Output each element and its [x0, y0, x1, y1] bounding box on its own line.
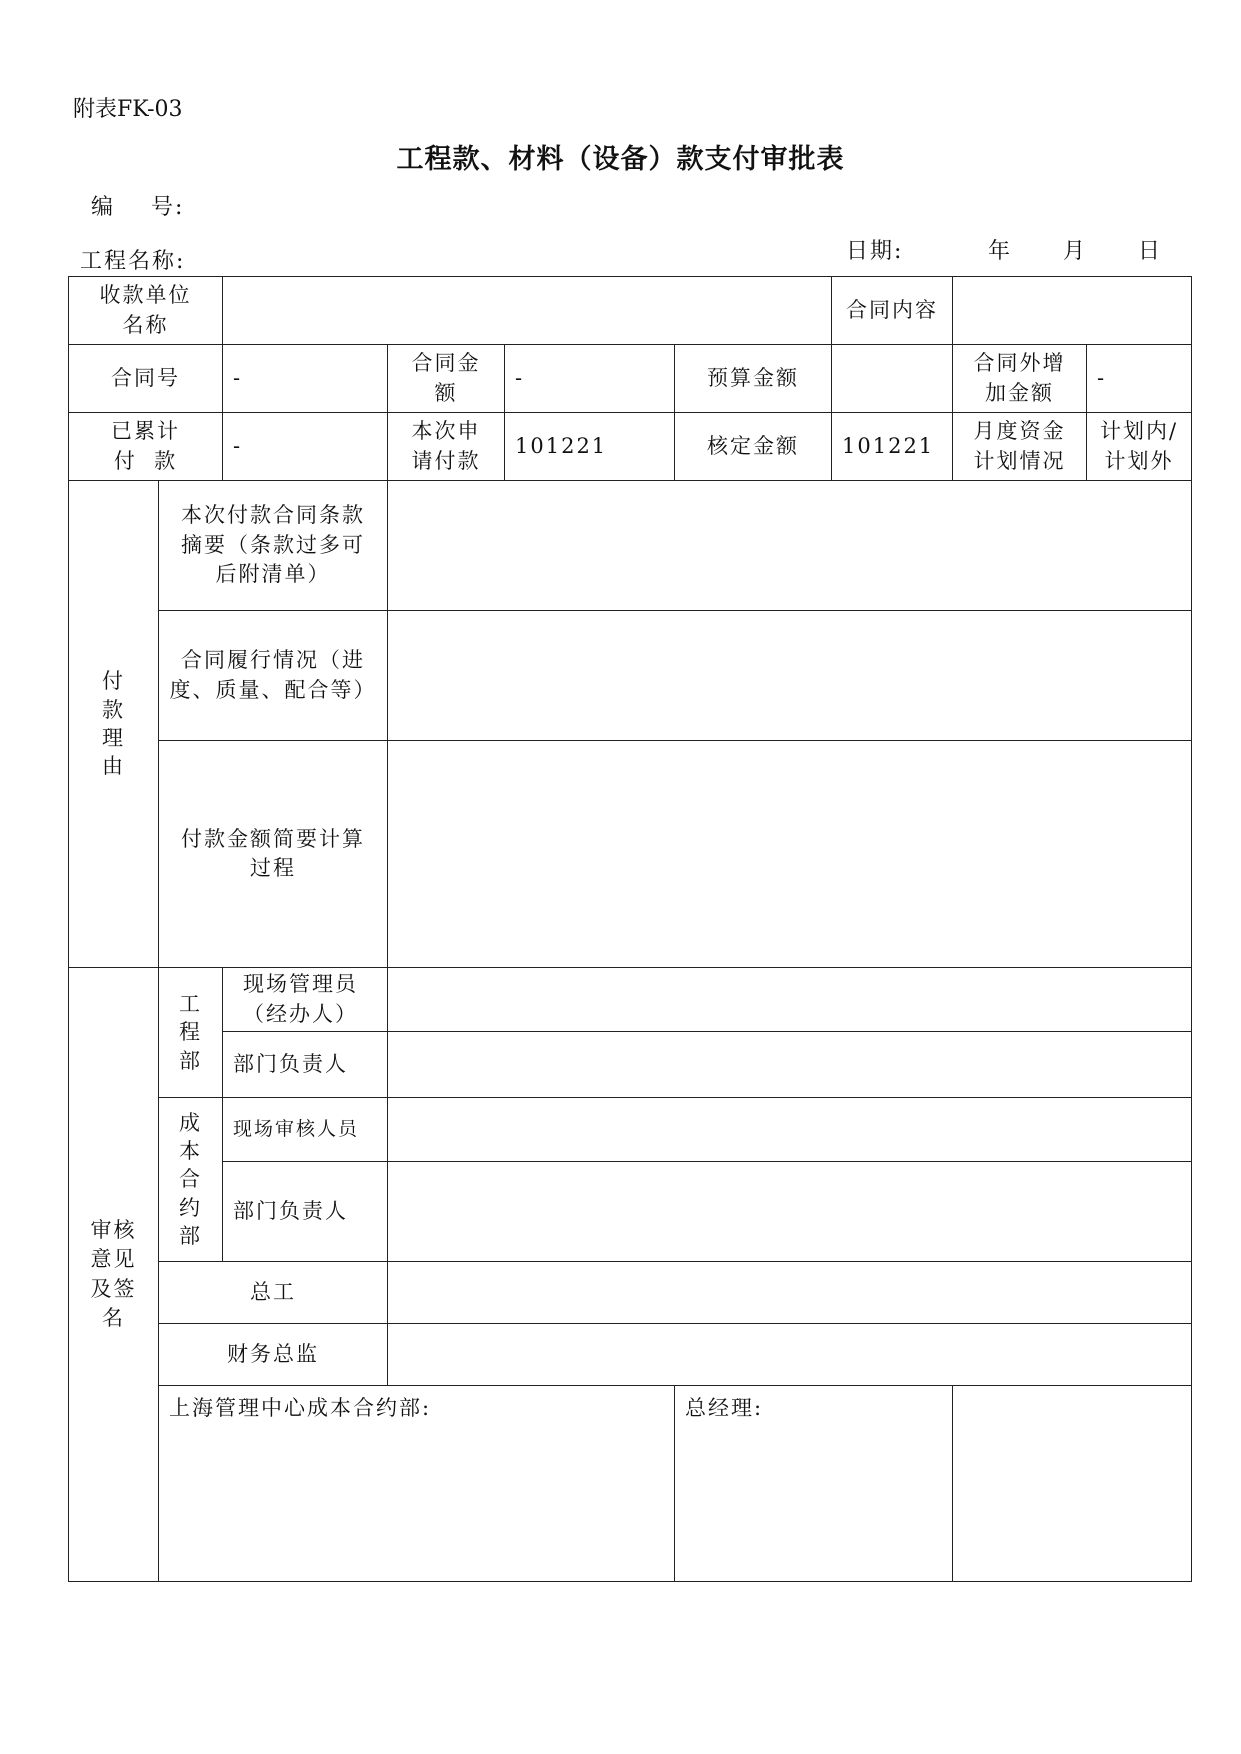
- this-request-label: 本次申请付款: [411, 419, 481, 473]
- monthly-plan-value: 计划内/计划外: [1099, 419, 1179, 473]
- review-section-label: 审核意见及签名: [90, 1217, 137, 1330]
- chief-engineer-label: 总工: [159, 1262, 388, 1324]
- payee-label-cell: [69, 277, 223, 345]
- site-reviewer-signature[interactable]: [388, 1098, 1192, 1162]
- contract-amount-value[interactable]: -: [505, 345, 675, 413]
- review-section-cell: [69, 968, 159, 1582]
- date-month: 月: [1063, 239, 1088, 264]
- calculation-value[interactable]: [388, 741, 1192, 968]
- approval-form-table: [68, 276, 1192, 1582]
- cost-dept-label: 成本合约部: [179, 1110, 202, 1249]
- engineering-dept-cell: [159, 968, 223, 1098]
- number-label: 编 号:: [91, 195, 185, 220]
- engineering-dept-label: 工程部: [179, 991, 202, 1073]
- approved-amount-value[interactable]: 101221: [832, 413, 953, 481]
- project-name-label: 工程名称:: [80, 249, 186, 274]
- this-request-value[interactable]: 101221: [505, 413, 675, 481]
- extra-amount-value[interactable]: -: [1087, 345, 1192, 413]
- cumulative-paid-value[interactable]: -: [223, 413, 388, 481]
- site-manager-label-cell: [223, 968, 388, 1032]
- chief-engineer-signature[interactable]: [388, 1262, 1192, 1324]
- cumulative-paid-label-line2: 付 款: [113, 448, 178, 473]
- dept-head-2-signature[interactable]: [388, 1162, 1192, 1262]
- contract-no-label: 合同号: [69, 345, 223, 413]
- approved-amount-label: 核定金额: [675, 413, 832, 481]
- budget-amount-label: 预算金额: [675, 345, 832, 413]
- date-day: 日: [1138, 239, 1163, 264]
- final-blank-cell[interactable]: [953, 1386, 1192, 1582]
- clause-summary-value[interactable]: [388, 481, 1192, 611]
- payee-value[interactable]: [223, 277, 832, 345]
- finance-director-label: 财务总监: [159, 1324, 388, 1386]
- monthly-plan-value-cell[interactable]: [1087, 413, 1192, 481]
- monthly-plan-label-cell: [953, 413, 1087, 481]
- cumulative-paid-label-line1: 已累计: [111, 419, 180, 444]
- page-title: 工程款、材料（设备）款支付审批表: [396, 144, 845, 175]
- clause-summary-label: 本次付款合同条款摘要（条款过多可后附清单）: [181, 503, 365, 587]
- cost-dept-cell: [159, 1098, 223, 1262]
- general-manager-label: 总经理:: [685, 1396, 764, 1420]
- extra-amount-label: 合同外增加金额: [973, 351, 1066, 405]
- clause-summary-label-cell: [159, 481, 388, 611]
- performance-value[interactable]: [388, 611, 1192, 741]
- site-manager-signature[interactable]: [388, 968, 1192, 1032]
- contract-no-value[interactable]: -: [223, 345, 388, 413]
- shanghai-cost-dept-cell[interactable]: [159, 1386, 675, 1582]
- extra-amount-label-cell: [953, 345, 1087, 413]
- this-request-label-cell: [388, 413, 505, 481]
- performance-label: 合同履行情况（进度、质量、配合等）: [169, 648, 377, 702]
- calculation-label-cell: [159, 741, 388, 968]
- form-code: 附表FK-03: [73, 97, 183, 122]
- site-manager-label: 现场管理员（经办人）: [243, 972, 358, 1026]
- budget-amount-value[interactable]: [832, 345, 953, 413]
- calculation-label: 付款金额简要计算过程: [181, 826, 365, 880]
- site-reviewer-label: 现场审核人员: [223, 1098, 388, 1162]
- contract-content-value[interactable]: [953, 277, 1192, 345]
- contract-amount-label-cell: [388, 345, 505, 413]
- dept-head-1-label: 部门负责人: [223, 1032, 388, 1098]
- payment-reason-section-cell: [69, 481, 159, 968]
- monthly-plan-label: 月度资金计划情况: [973, 419, 1066, 473]
- cumulative-paid-label-cell: [69, 413, 223, 481]
- dept-head-2-label: 部门负责人: [223, 1162, 388, 1262]
- date-year: 年: [988, 239, 1013, 264]
- payee-label: 收款单位名称: [99, 283, 192, 337]
- dept-head-1-signature[interactable]: [388, 1032, 1192, 1098]
- general-manager-cell[interactable]: [675, 1386, 953, 1582]
- shanghai-cost-dept-label: 上海管理中心成本合约部:: [169, 1396, 432, 1420]
- finance-director-signature[interactable]: [388, 1324, 1192, 1386]
- contract-content-label: 合同内容: [832, 277, 953, 345]
- payment-reason-label: 付款理由: [102, 669, 125, 779]
- performance-label-cell: [159, 611, 388, 741]
- contract-amount-label: 合同金额: [411, 351, 481, 405]
- date-label: 日期:: [846, 239, 904, 264]
